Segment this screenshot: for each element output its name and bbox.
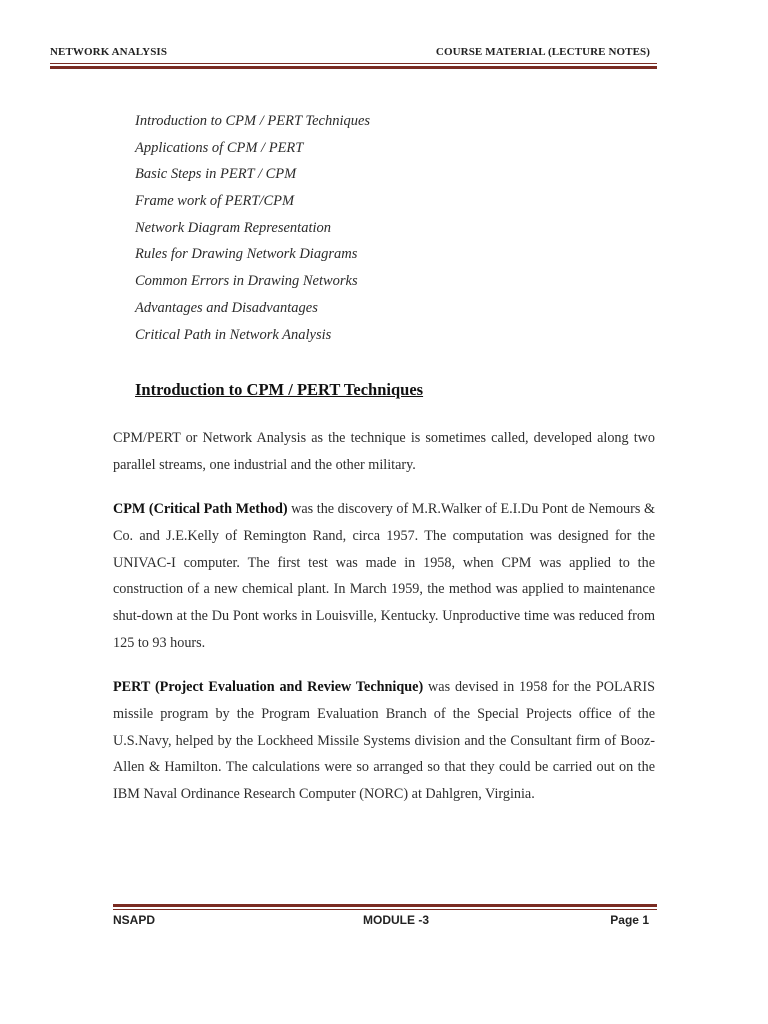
topic-item: Critical Path in Network Analysis (135, 326, 332, 343)
topic-item: Applications of CPM / PERT (135, 139, 304, 156)
cpm-paragraph (113, 496, 655, 657)
intro-paragraph: CPM/PERT or Network Analysis as the technique is sometimes called, developed along two parallel streams, one industrial and the other military. (113, 430, 655, 473)
topic-item: Network Diagram Representation (135, 219, 331, 236)
topic-list (135, 111, 370, 351)
pert-term: PERT (Project Evaluation and Review Technique) (113, 679, 424, 695)
footer-rule-thick (113, 904, 657, 907)
footer-institution: NSAPD (113, 913, 156, 927)
header-material-type: COURSE MATERIAL (LECTURE NOTES) (435, 46, 650, 58)
section-heading: Introduction to CPM / PERT Techniques (135, 380, 424, 399)
footer-rule-thin (113, 909, 657, 910)
topic-item: Introduction to CPM / PERT Techniques (135, 113, 371, 129)
topic-item: Advantages and Disadvantages (135, 299, 318, 316)
header-course-title: NETWORK ANALYSIS (50, 46, 168, 58)
header-rule-thin (50, 63, 657, 64)
topic-item: Common Errors in Drawing Networks (135, 273, 358, 290)
topic-item: Frame work of PERT/CPM (135, 193, 295, 210)
footer-module: MODULE -3 (363, 913, 429, 927)
pert-description: was devised in 1958 for the POLARIS missile program by the Program Evaluation Branch of the Special Projects office of the U.S.Navy, helped by the Lockheed Missile Systems division and the Consultant firm of Booz-Allen & Hamilton. The calculations were so arranged so that they could be carried out on the IBM Naval Ordinance Research Computer (NORC) at Dahlgren, Virginia. (113, 679, 655, 803)
topic-item: Basic Steps in PERT / CPM (135, 166, 297, 183)
page-number: Page 1 (610, 913, 649, 927)
page-header (50, 46, 657, 62)
header-rule-thick (50, 66, 657, 69)
cpm-term: CPM (Critical Path Method) (113, 501, 288, 517)
topic-item: Rules for Drawing Network Diagrams (135, 246, 358, 263)
page-footer (113, 913, 649, 931)
cpm-description: was the discovery of M.R.Walker of E.I.Du Pont de Nemours & Co. and J.E.Kelly of Remington Rand, circa 1957. The computation was designed for the UNIVAC-I computer. The first test was made in 1958, when CPM was applied to the construction of a new chemical plant. In March 1959, the method was applied to maintenance shut-down at the Du Pont works in Louisville, Kentucky. Unproductive time was reduced from 125 to 93 hours. (113, 501, 655, 651)
pert-paragraph (113, 674, 655, 808)
